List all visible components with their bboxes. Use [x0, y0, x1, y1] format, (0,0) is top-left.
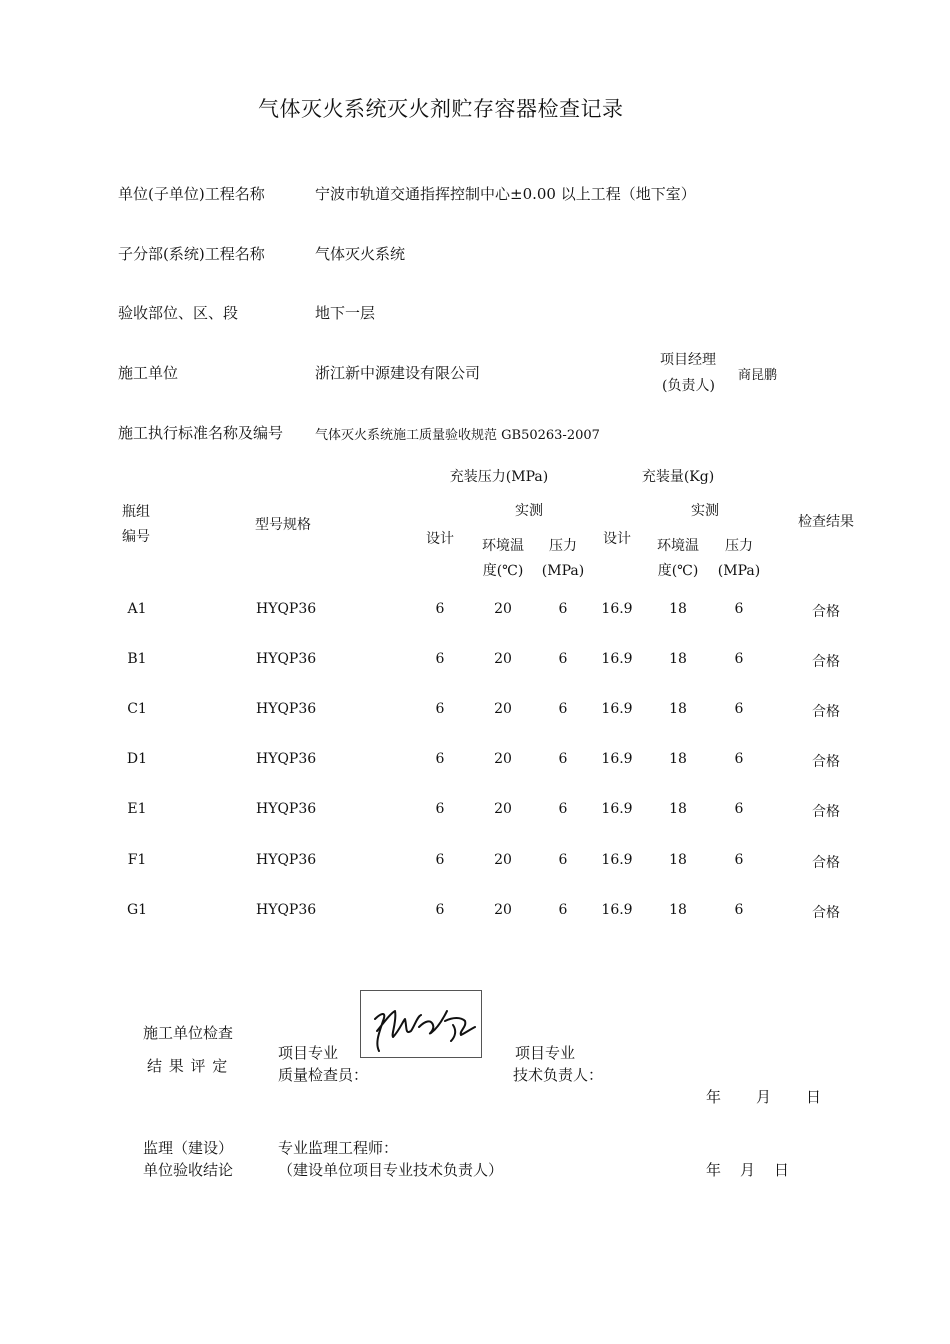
row-model: HYQP36 — [256, 801, 317, 817]
header-model: 型号规格 — [255, 517, 311, 533]
header-amount-measured: 实测 — [691, 503, 719, 519]
header-pressure-press-1: 压力 — [549, 538, 577, 554]
project-manager-value: 商昆鹏 — [738, 368, 778, 383]
row-id: B1 — [127, 651, 147, 667]
row-amount-press: 6 — [734, 751, 744, 767]
row-pressure-temp: 20 — [494, 902, 512, 918]
contractor-check-label: 施工单位检查 — [143, 1024, 234, 1042]
row-id: F1 — [127, 852, 147, 868]
row-model: HYQP36 — [256, 902, 317, 918]
project-manager-sublabel: (负责人) — [662, 378, 715, 394]
row-amount-temp: 18 — [669, 601, 687, 617]
row-pressure-temp: 20 — [494, 701, 512, 717]
table-row — [0, 852, 950, 874]
row-pressure-design: 6 — [435, 751, 445, 767]
row-pressure-temp: 20 — [494, 852, 512, 868]
owner-tech-lead-label: （建设单位项目专业技术负责人） — [278, 1161, 504, 1179]
table-row — [0, 902, 950, 924]
row-pressure-press: 6 — [558, 801, 568, 817]
row-id: E1 — [127, 801, 147, 817]
header-amount-press-2: (MPa) — [717, 563, 761, 579]
row-pressure-press: 6 — [558, 751, 568, 767]
supervisor-date-year: 年 — [706, 1161, 722, 1179]
header-amount-group: 充装量(Kg) — [641, 469, 715, 485]
row-pressure-press: 6 — [558, 852, 568, 868]
header-amount-env-temp-1: 环境温 — [657, 538, 699, 554]
page-title: 气体灭火系统灭火剂贮存容器检查记录 — [258, 97, 624, 121]
supervisor-sublabel: 单位验收结论 — [143, 1161, 234, 1179]
row-result: 合格 — [812, 804, 840, 820]
row-model: HYQP36 — [256, 601, 317, 617]
supervising-engineer-label: 专业监理工程师： — [278, 1139, 399, 1157]
header-pressure-design: 设计 — [426, 531, 454, 547]
contractor-label: 施工单位 — [118, 364, 179, 382]
header-amount-press-1: 压力 — [725, 538, 753, 554]
header-pressure-env-temp-2: 度(℃) — [482, 563, 524, 579]
row-pressure-temp: 20 — [494, 651, 512, 667]
row-result: 合格 — [812, 654, 840, 670]
row-result: 合格 — [812, 905, 840, 921]
header-amount-design: 设计 — [603, 531, 631, 547]
subdivision-value: 气体灭火系统 — [315, 245, 406, 263]
qc-inspector-sublabel: 质量检查员： — [278, 1066, 369, 1084]
row-model: HYQP36 — [256, 701, 317, 717]
row-pressure-press: 6 — [558, 651, 568, 667]
row-amount-temp: 18 — [669, 751, 687, 767]
row-pressure-press: 6 — [558, 601, 568, 617]
row-pressure-design: 6 — [435, 601, 445, 617]
row-amount-press: 6 — [734, 651, 744, 667]
row-pressure-design: 6 — [435, 902, 445, 918]
supervisor-date-day: 日 — [774, 1161, 790, 1179]
row-result: 合格 — [812, 604, 840, 620]
contractor-check-sublabel: 结 果 评 定 — [147, 1057, 229, 1075]
header-pressure-measured: 实测 — [515, 503, 543, 519]
subdivision-label: 子分部(系统)工程名称 — [118, 245, 265, 263]
row-result: 合格 — [812, 704, 840, 720]
row-result: 合格 — [812, 754, 840, 770]
unit-value: 宁波市轨道交通指挥控制中心±0.00 以上工程（地下室） — [315, 185, 696, 203]
tech-lead-sublabel: 技术负责人： — [513, 1066, 604, 1084]
row-pressure-temp: 20 — [494, 601, 512, 617]
row-id: D1 — [126, 751, 148, 767]
row-pressure-press: 6 — [558, 701, 568, 717]
row-pressure-design: 6 — [435, 801, 445, 817]
row-model: HYQP36 — [256, 751, 317, 767]
row-amount-design: 16.9 — [601, 651, 633, 667]
tech-lead-label: 项目专业 — [515, 1044, 576, 1062]
row-id: G1 — [126, 902, 148, 918]
row-amount-temp: 18 — [669, 852, 687, 868]
date-year: 年 — [706, 1088, 722, 1106]
header-pressure-env-temp-1: 环境温 — [482, 538, 524, 554]
row-amount-design: 16.9 — [601, 601, 633, 617]
header-amount-env-temp-2: 度(℃) — [657, 563, 699, 579]
signature-image — [360, 990, 482, 1058]
row-amount-design: 16.9 — [601, 902, 633, 918]
row-amount-temp: 18 — [669, 651, 687, 667]
row-pressure-design: 6 — [435, 651, 445, 667]
row-amount-temp: 18 — [669, 902, 687, 918]
row-amount-design: 16.9 — [601, 852, 633, 868]
row-pressure-design: 6 — [435, 852, 445, 868]
table-row — [0, 751, 950, 773]
contractor-value: 浙江新中源建设有限公司 — [315, 364, 481, 382]
date-month: 月 — [756, 1088, 772, 1106]
row-amount-design: 16.9 — [601, 701, 633, 717]
header-result: 检查结果 — [798, 514, 854, 530]
row-model: HYQP36 — [256, 852, 317, 868]
part-value: 地下一层 — [315, 304, 376, 322]
row-pressure-press: 6 — [558, 902, 568, 918]
table-row — [0, 601, 950, 623]
qc-inspector-label: 项目专业 — [278, 1044, 339, 1062]
project-manager-label: 项目经理 — [660, 352, 716, 368]
row-amount-press: 6 — [734, 852, 744, 868]
row-amount-press: 6 — [734, 801, 744, 817]
table-row — [0, 801, 950, 823]
supervisor-label: 监理（建设） — [143, 1139, 234, 1157]
table-row — [0, 651, 950, 673]
standard-value: 气体灭火系统施工质量验收规范 GB50263-2007 — [315, 428, 600, 443]
header-bottle-2: 编号 — [122, 529, 150, 545]
row-pressure-temp: 20 — [494, 751, 512, 767]
header-bottle-1: 瓶组 — [122, 504, 150, 520]
row-amount-design: 16.9 — [601, 801, 633, 817]
supervisor-date-month: 月 — [740, 1161, 756, 1179]
row-result: 合格 — [812, 855, 840, 871]
row-amount-press: 6 — [734, 902, 744, 918]
part-label: 验收部位、区、段 — [118, 304, 239, 322]
row-id: A1 — [127, 601, 147, 617]
header-pressure-press-2: (MPa) — [541, 563, 585, 579]
row-model: HYQP36 — [256, 651, 317, 667]
row-amount-press: 6 — [734, 701, 744, 717]
table-row — [0, 701, 950, 723]
row-pressure-design: 6 — [435, 701, 445, 717]
unit-label: 单位(子单位)工程名称 — [118, 185, 265, 203]
row-pressure-temp: 20 — [494, 801, 512, 817]
row-amount-temp: 18 — [669, 701, 687, 717]
standard-label: 施工执行标准名称及编号 — [118, 424, 284, 442]
row-amount-design: 16.9 — [601, 751, 633, 767]
header-pressure-group: 充装压力(MPa) — [449, 469, 549, 485]
date-day: 日 — [806, 1088, 822, 1106]
row-id: C1 — [127, 701, 147, 717]
signature-icon — [361, 991, 481, 1057]
row-amount-press: 6 — [734, 601, 744, 617]
row-amount-temp: 18 — [669, 801, 687, 817]
